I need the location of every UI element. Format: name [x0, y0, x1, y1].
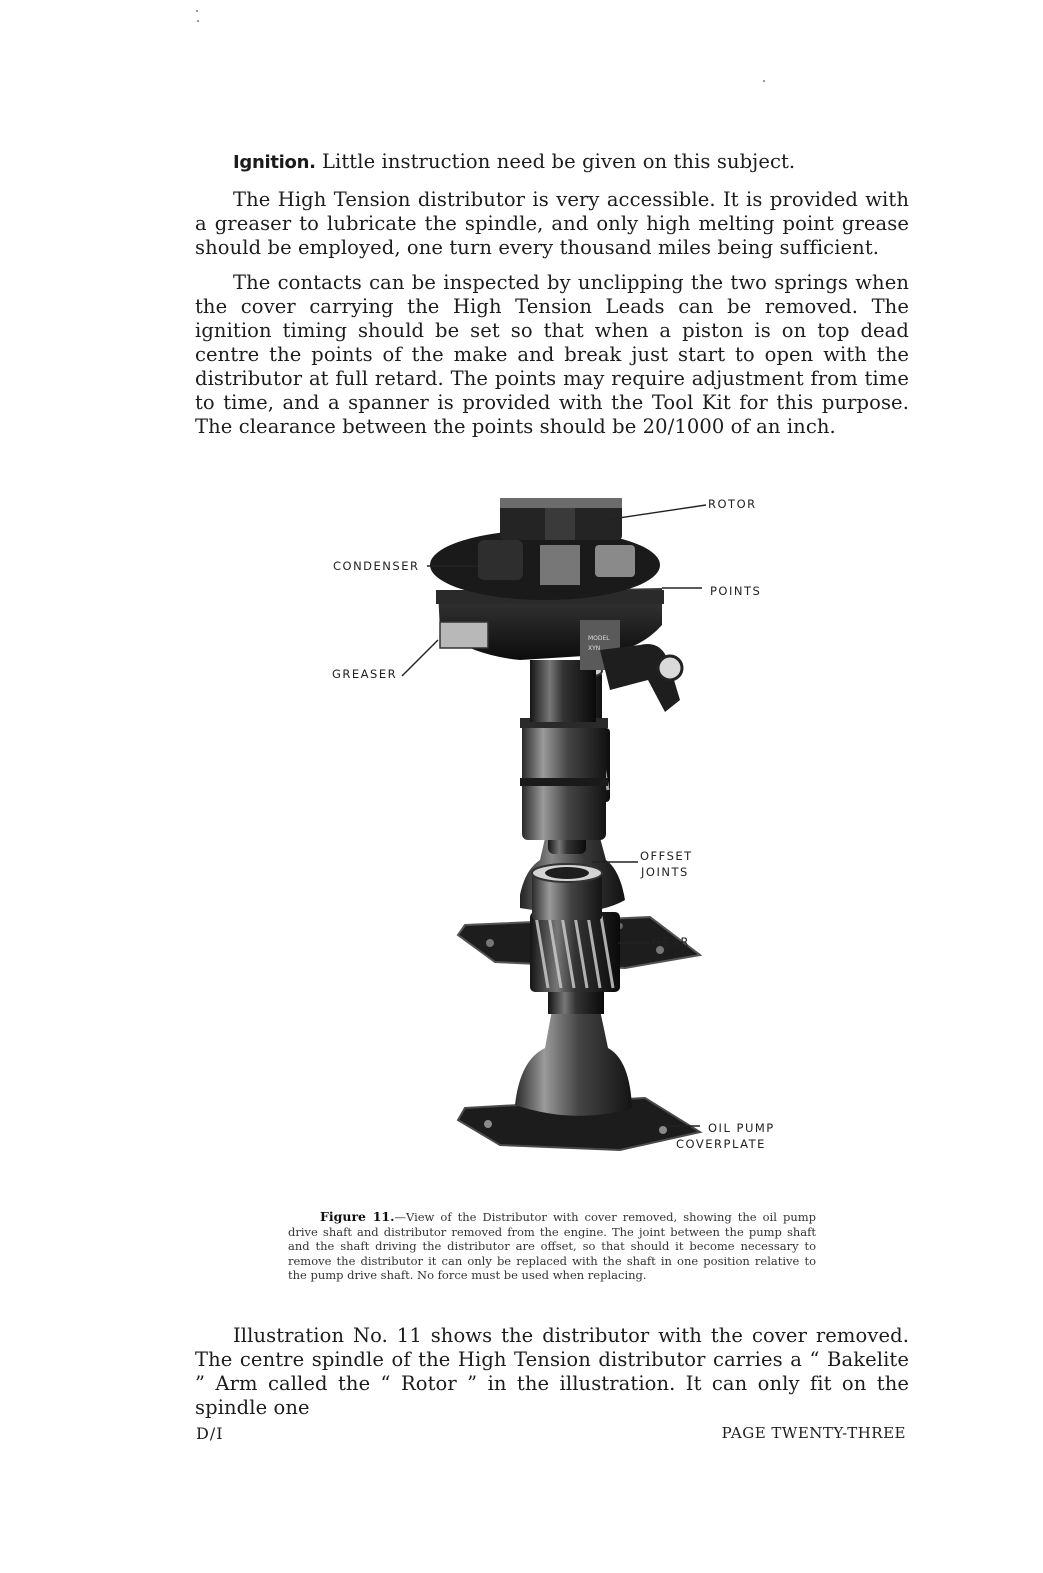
label-rotor: ROTOR — [708, 497, 757, 511]
paragraph-1-text: Little instruction need be given on this subject. — [321, 150, 796, 173]
label-greaser: GREASER — [332, 667, 398, 681]
label-oil-pump: OIL PUMP — [708, 1121, 775, 1135]
ignition-heading: Ignition. — [233, 152, 316, 173]
caption-label: Figure 11. — [320, 1209, 395, 1224]
svg-text:XYN: XYN — [588, 645, 601, 652]
rotor-shape — [500, 498, 622, 540]
label-joints: JOINTS — [641, 865, 689, 879]
paragraph-illustration: Illustration No. 11 shows the distributor with the cover removed. The centre spindle of the High Tension distributor carries a “ Bakelite ” Arm called the “ Rotor ” in the illustration. It can only fit on the spindle one — [195, 1324, 909, 1419]
footer-page-number: PAGE TWENTY-THREE — [721, 1424, 906, 1442]
label-condenser: CONDENSER — [333, 559, 420, 573]
paragraph-distributor: The High Tension distributor is very accessible. It is provided with a greaser to lubricate the spindle, and only high melting point grease should be employed, one turn every thousand miles being sufficient. — [195, 188, 909, 259]
pump-body-shape — [515, 992, 632, 1116]
joint-sleeve-shape — [532, 864, 602, 920]
caption-text: —View of the Distributor with cover removed, showing the oil pump drive shaft and distributor removed from the engine. The joint between the pump shaft and the shaft driving the distributor are offset, so that should it become necessary to remove the distributor it can only be replaced with the shaft in one position relative to the pump drive shaft. No force must be used when replacing. — [288, 1210, 816, 1283]
label-offset: OFFSET — [640, 849, 693, 863]
paragraph-contacts: The contacts can be inspected by unclipping the two springs when the cover carrying the High Tension Leads can be removed. The ignition timing should be set so that when a piston is on top dead centre the points of the make and break just start to open with the distributor at full retard. The points may require adjustment from time to time, and a spanner is provided with the Tool Kit for this purpose. The clearance between the points should be 20/1000 of an inch. — [195, 271, 909, 438]
figure-caption — [288, 1210, 816, 1283]
contact-plate — [430, 530, 660, 600]
label-points: POINTS — [710, 584, 762, 598]
footer-section-code: D/I — [196, 1424, 224, 1443]
svg-text:MODEL: MODEL — [588, 635, 610, 642]
distributor-column — [520, 660, 608, 840]
gear-drawing — [530, 912, 620, 992]
label-gear: GEAR — [652, 935, 691, 949]
label-coverplate: COVERPLATE — [676, 1137, 766, 1151]
